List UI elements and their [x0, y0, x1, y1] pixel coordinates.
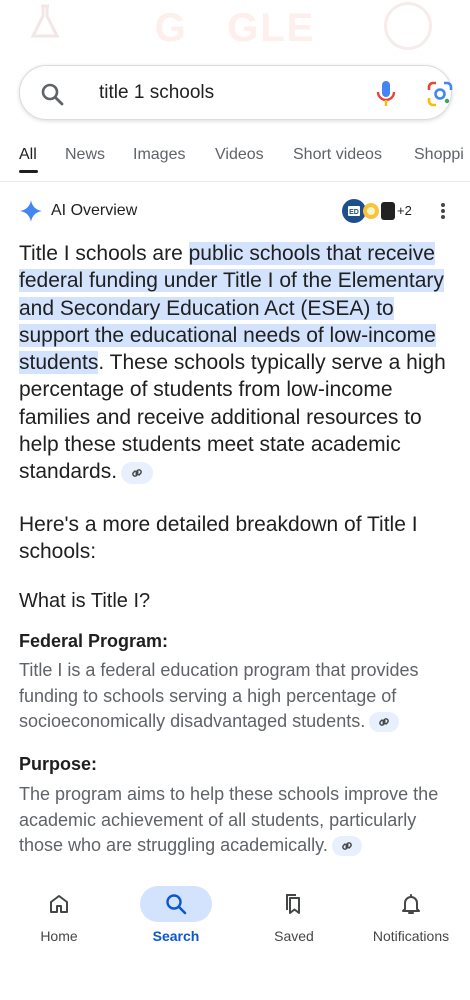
lens-camera-icon[interactable] — [426, 80, 454, 108]
search-bar[interactable] — [19, 65, 452, 120]
more-options-icon[interactable] — [435, 200, 451, 222]
section-label-federal-program: Federal Program: — [19, 631, 169, 651]
link-icon — [340, 839, 354, 853]
svg-text:ED: ED — [349, 209, 359, 216]
more-sources-count[interactable]: +2 — [397, 203, 412, 218]
bottom-navigation — [0, 878, 470, 1000]
nav-saved[interactable] — [239, 878, 349, 958]
search-icon — [164, 892, 188, 916]
source-link-chip[interactable] — [121, 462, 153, 484]
tab-images[interactable]: Images — [133, 146, 186, 163]
summary-intro: Title I schools are — [19, 242, 189, 265]
gemini-sparkle-icon — [19, 199, 43, 223]
nav-icon-container — [258, 886, 330, 922]
breakdown-intro: Here's a more detailed breakdown of Title I schools: — [19, 513, 418, 564]
search-icon — [40, 82, 64, 106]
doodle-ball-icon — [384, 2, 432, 50]
source-link-chip[interactable] — [332, 836, 362, 856]
bookmark-icon — [282, 892, 306, 916]
bell-icon — [399, 892, 423, 916]
section-body-purpose — [19, 782, 449, 859]
source-link-chip[interactable] — [369, 712, 399, 732]
ai-overview-title: AI Overview — [51, 202, 138, 219]
nav-search[interactable] — [121, 878, 231, 958]
microphone-icon[interactable] — [374, 80, 398, 108]
tab-news[interactable]: News — [65, 146, 106, 163]
search-tabs — [0, 140, 470, 182]
nav-home[interactable] — [4, 878, 114, 958]
nav-notifications[interactable] — [356, 878, 466, 958]
section-body-text: Title I is a federal education program that provides funding to schools serving a high percentage of socioeconomically disadvantaged students. — [19, 660, 419, 731]
home-icon — [47, 892, 71, 916]
tab-all[interactable]: All — [19, 146, 37, 163]
nav-label-notifications: Notifications — [372, 928, 450, 944]
nav-label-home: Home — [40, 928, 78, 944]
nav-icon-container — [23, 886, 95, 922]
nav-label-saved: Saved — [274, 928, 314, 944]
summary-highlight: public schools that receive federal funding under Title I of the Elementary and Secondary Education Act (ESEA) to support the educational needs of low-income students — [19, 242, 444, 375]
nav-label-search: Search — [152, 928, 200, 944]
google-doodle[interactable] — [0, 0, 470, 60]
link-icon — [377, 715, 391, 729]
doodle-logo: G GLE — [154, 6, 316, 50]
tab-shopping[interactable]: Shoppi — [414, 146, 464, 163]
link-icon — [130, 466, 144, 480]
summary-rest: . These schools typically serve a high percentage of students from low-income families and receive additional resources to help these students meet state academic standards. — [19, 351, 446, 484]
ai-overview-summary — [19, 240, 453, 486]
tab-videos[interactable]: Videos — [215, 146, 264, 163]
tab-short-videos[interactable]: Short videos — [293, 146, 382, 163]
section-heading: What is Title I? — [19, 590, 151, 612]
ai-overview-header — [19, 198, 451, 224]
nav-icon-container — [375, 886, 447, 922]
search-input[interactable]: title 1 schools — [99, 82, 215, 103]
nav-icon-container — [140, 886, 212, 922]
section-body-federal-program — [19, 658, 449, 735]
section-label-purpose: Purpose: — [19, 754, 98, 774]
active-tab-indicator — [19, 170, 38, 173]
section-body-text: The program aims to help these schools improve the academic achievement of all students, particularly those who are struggling academically. — [19, 784, 439, 855]
